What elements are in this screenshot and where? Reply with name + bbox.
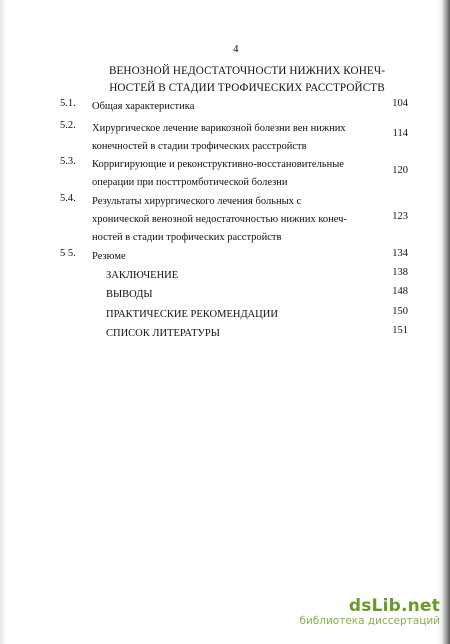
toc-entry-title-line: Результаты хирургического лечения больных с (92, 196, 302, 207)
scan-edge-left (0, 0, 6, 644)
toc-entry-title: СПИСОК ЛИТЕРАТУРЫ (106, 328, 220, 339)
toc-entry-page: 148 (392, 286, 408, 297)
watermark-subtitle: библиотека диссертаций (299, 615, 440, 627)
toc-entry-page: 151 (392, 325, 408, 336)
toc-entry-number: 5.4. (60, 193, 76, 204)
toc-entry-title: ПРАКТИЧЕСКИЕ РЕКОМЕНДАЦИИ (106, 309, 278, 320)
toc-entry-title: ЗАКЛЮЧЕНИЕ (106, 270, 179, 281)
toc-entry-page: 120 (392, 165, 408, 176)
scan-edge-right (436, 0, 450, 644)
toc-entry-title-line: хронической венозной недостаточностью нижних конеч- (92, 214, 347, 225)
toc-entry-page: 134 (392, 248, 408, 259)
toc-entry-title: Резюме (92, 251, 126, 262)
toc-entry-page: 123 (392, 211, 408, 222)
toc-entry-title: ВЫВОДЫ (106, 289, 153, 300)
page-number: 4 (233, 43, 239, 55)
toc-entry-title: Общая характеристика (92, 101, 195, 112)
section-heading-line-1: ВЕНОЗНОЙ НЕДОСТАТОЧНОСТИ НИЖНИХ КОНЕЧ- (108, 65, 386, 77)
watermark[interactable] (299, 597, 440, 628)
toc-entry-number: 5.3. (60, 156, 76, 167)
toc-entry-page: 104 (392, 98, 408, 109)
section-heading-line-2: НОСТЕЙ В СТАДИИ ТРОФИЧЕСКИХ РАССТРОЙСТВ (109, 82, 385, 94)
toc-entry-title-line: Хирургическое лечение варикозной болезни вен нижних (92, 123, 346, 134)
watermark-logo: dsLib.net (348, 596, 440, 616)
toc-entry-number: 5.1. (60, 98, 76, 109)
toc-entry-page: 114 (392, 128, 408, 139)
toc-entry-page: 150 (392, 306, 408, 317)
toc-entry-page: 138 (392, 267, 408, 278)
toc-entry-title-line: операции при посттромботической болезни (92, 177, 288, 188)
toc-entry-title-line: ностей в стадии трофических расстройств (92, 232, 282, 243)
toc-entry-number: 5.2. (60, 120, 76, 131)
section-heading (102, 63, 392, 97)
toc-entry-number: 5 5. (60, 248, 76, 259)
toc-entry-title-line: конечностей в стадии трофических расстройств (92, 141, 307, 152)
toc-entry-title-line: Корригирующие и реконструктивно-восстановительные (92, 159, 344, 170)
